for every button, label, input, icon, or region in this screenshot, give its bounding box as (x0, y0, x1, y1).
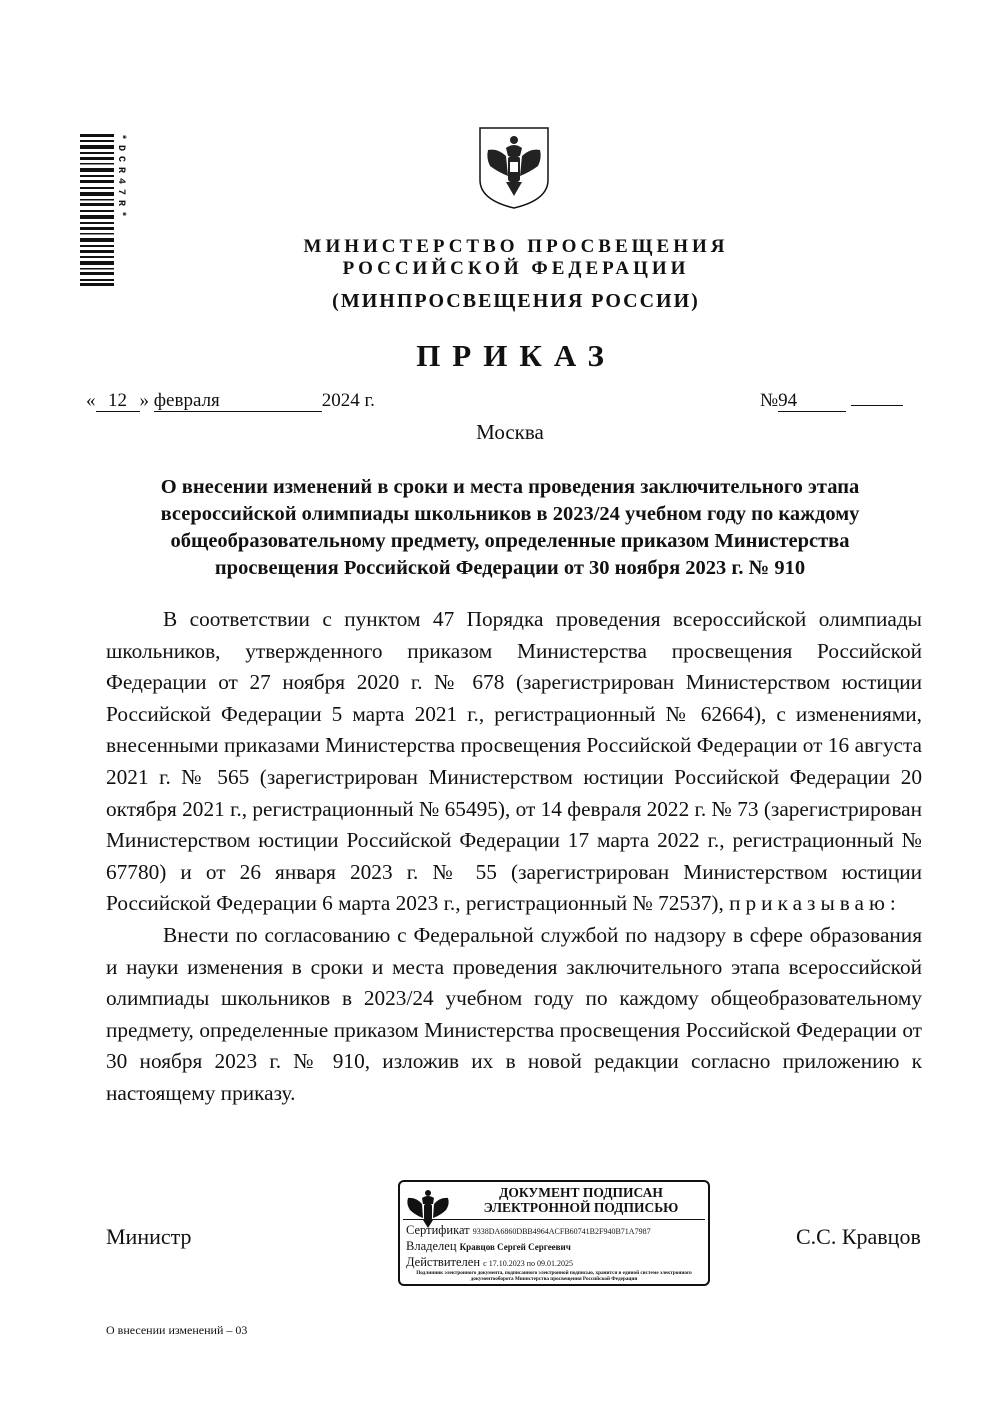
stamp-fine-print: Подлинник электронного документа, подписанного электронной подписью, хранится в единой системе электронного документооборота Министерства просвещения Российской Федерации (416, 1270, 692, 1282)
paragraph-1 (106, 604, 922, 920)
valid-label: Действителен (406, 1255, 481, 1269)
coat-of-arms-icon (476, 126, 552, 210)
date-open-quote: « (86, 390, 96, 411)
signer-position: Министр (106, 1224, 192, 1249)
order-word: приказываю: (729, 891, 901, 916)
ministry-name-line2: РОССИЙСКОЙ ФЕДЕРАЦИИ (342, 258, 690, 279)
order-date (86, 390, 375, 412)
ministry-name-line1: МИНИСТЕРСТВО ПРОСВЕЩЕНИЯ (303, 236, 729, 257)
number-blank (851, 405, 903, 406)
signer-name: С.С. Кравцов (796, 1224, 921, 1249)
electronic-signature-stamp (398, 1180, 710, 1286)
paragraph-2: Внести по согласованию с Федеральной службой по надзору в сфере образования и науки изменения в сроки и места проведения заключительного этапа всероссийской олимпиады школьников в 2023/24 учебном году по каждому общеобразовательному предмету, определенные приказом Министерства просвещения Российской Федерации от 30 ноября 2023 г. № 910, изложив их в новой редакции согласно приложению к настоящему приказу. (106, 922, 922, 1105)
number-label: № (760, 390, 779, 411)
order-body (106, 604, 922, 1110)
stamp-divider (403, 1219, 705, 1220)
cert-value: 9338DA6860DBB4964ACFB60741B2F940B71A7987 (472, 1227, 651, 1236)
cert-label: Сертификат (406, 1223, 470, 1237)
stamp-title-line1: ДОКУМЕНТ ПОДПИСАН (499, 1185, 663, 1200)
owner-label: Владелец (406, 1239, 457, 1253)
stamp-certificate (406, 1223, 651, 1238)
paragraph-1-text: В соответствии с пунктом 47 Порядка проведения всероссийской олимпиады школьников, утвержденного приказом Министерства просвещения Российской Федерации от 27 ноября 2020 г. № 678 (зарегистрирован Министерством юстиции Российской Федерации 5 марта 2021 г., регистрационный № 62664), с изменениями, внесенными приказами Министерства просвещения Российской Федерации от 16 августа 2021 г. № 565 (зарегистрирован Министерством юстиции Российской Федерации 20 октября 2021 г., регистрационный № 65495), от 14 февраля 2022 г. № 73 (зарегистрирован Министерством юстиции Российской Федерации 17 марта 2022 г., регистрационный № 67780) и от 26 января 2023 г. № 55 (зарегистрирован Министерством юстиции Российской Федерации 6 марта 2023 г., регистрационный № 72537), (106, 607, 922, 916)
order-title: О внесении изменений в сроки и места проведения заключительного этапа всероссийской олимпиады школьников в 2023/24 учебном году по каждому общеобразовательному предмету, определенные приказом Министерства просвещения Российской Федерации от 30 ноября 2023 г. № 910 (160, 476, 860, 579)
date-close-quote: » (139, 390, 149, 411)
owner-value: Кравцов Сергей Сергеевич (459, 1242, 571, 1252)
date-year: 2024 (321, 390, 360, 411)
ministry-short-name: (МИНПРОСВЕЩЕНИЯ РОССИИ) (332, 290, 700, 312)
date-month: февраля (154, 391, 322, 412)
document-type-title: ПРИКАЗ (416, 338, 616, 373)
stamp-title (456, 1185, 706, 1215)
stamp-title-line2: ЭЛЕКТРОННОЙ ПОДПИСЬЮ (483, 1200, 679, 1215)
order-number (760, 390, 903, 412)
city: Москва (476, 420, 544, 444)
stamp-owner (406, 1239, 571, 1254)
date-day: 12 (96, 391, 140, 412)
footer-note: О внесении изменений – 03 (106, 1323, 248, 1337)
stamp-validity (406, 1255, 573, 1270)
date-year-suffix: г. (364, 390, 375, 411)
barcode-text: *DCR47R* (115, 134, 126, 223)
valid-value: с 17.10.2023 по 09.01.2025 (483, 1259, 573, 1268)
number-value: 94 (778, 391, 846, 412)
